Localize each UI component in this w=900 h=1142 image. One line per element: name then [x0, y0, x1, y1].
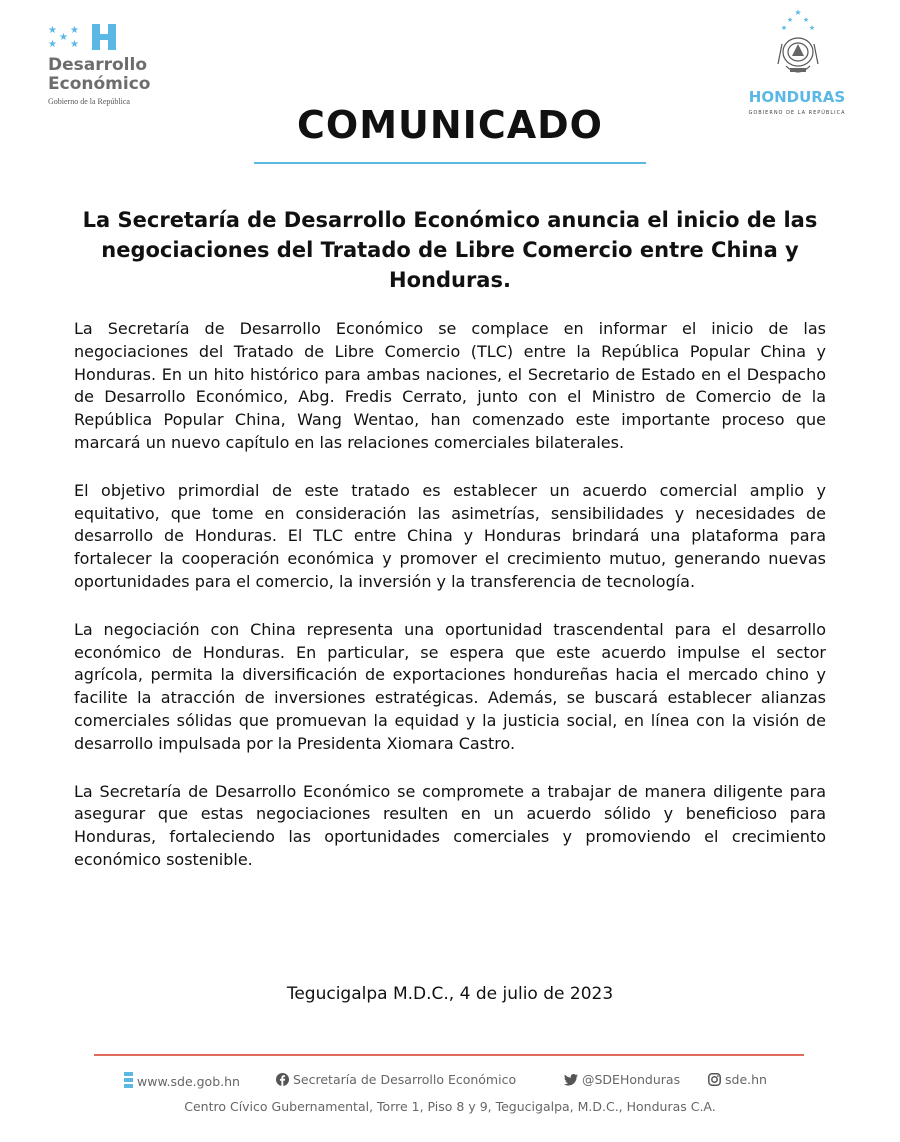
footer-divider: [94, 1054, 804, 1056]
star-icon-group: [46, 22, 90, 52]
footer-links: [124, 1072, 824, 1092]
svg-text:★: ★: [794, 8, 802, 17]
svg-text:★: ★: [802, 16, 810, 24]
paragraph-1: La Secretaría de Desarrollo Económico se complace en informar el inicio de las negociaciones del Tratado de Libre Comercio (TLC) entre la República Popular China y Honduras. En un hito histórico para ambas naciones, el Secretario de Estado en el Despacho de Desarrollo Económico, Abg. Fredis Cerrato, junto con el Ministro de Comercio de la República Popular China, Wang Wentao, han comenzado este importante proceso que marcará un nuevo capítulo en las relaciones comerciales bilaterales.: [74, 319, 826, 452]
document-body: [74, 318, 826, 897]
twitter-icon: [564, 1074, 578, 1086]
paragraph-2: El objetivo primordial de este tratado es establecer un acuerdo comercial amplio y equitativo, que tome en consideración las asimetrías, sensibilidades y necesidades de desarrollo de Honduras. El TLC entre China y Honduras brindará una plataforma para fortalecer la cooperación económica y promover el crecimiento mutuo, generando nuevas oportunidades para el comercio, la inversión y la transferencia de tecnología.: [74, 480, 826, 591]
star-icon: ★: [48, 39, 57, 50]
twitter-link[interactable]: [564, 1072, 680, 1087]
paragraph-4: La Secretaría de Desarrollo Económico se compromete a trabajar de manera diligente para asegurar que estas negociaciones resulten en un acuerdo sólido y beneficioso para Honduras, fortaleciendo las oportunidades comerciales y promoviendo el crecimiento económico sostenible.: [74, 781, 826, 869]
facebook-link[interactable]: [276, 1072, 516, 1087]
website-icon: [124, 1072, 133, 1088]
honduras-logo: [738, 6, 858, 116]
facebook-icon: [276, 1073, 289, 1086]
logo-subtitle: Gobierno de la República: [48, 97, 130, 106]
document-headline: La Secretaría de Desarrollo Económico anuncia el inicio de las negociaciones del Tratado de Libre Comercio entre China y Honduras.: [82, 208, 818, 292]
title-underline: [254, 162, 646, 164]
logo-name-line2: Económico: [48, 74, 151, 94]
document-title: COMUNICADO: [297, 103, 603, 147]
h-mark-icon: [90, 24, 120, 50]
facebook-text: Secretaría de Desarrollo Económico: [293, 1072, 517, 1087]
instagram-icon: [708, 1073, 721, 1086]
svg-text:★: ★: [808, 24, 816, 32]
paragraph-3: La negociación con China representa una oportunidad trascendental para el desarrollo económico de Honduras. En particular, se espera que este acuerdo impulse el sector agrícola, permita la diversificación de exportaciones hondureñas hacia el mercado chino y facilite la atracción de inversiones estratégicas. Además, se buscará establecer alianzas comerciales sólidas que promuevan la equidad y la justicia social, en línea con la visión de desarrollo impulsada por la Presidenta Xiomara Castro.: [74, 619, 826, 753]
footer-address: Centro Cívico Gubernamental, Torre 1, Piso 8 y 9, Tegucigalpa, M.D.C., Honduras C.A.: [184, 1099, 716, 1114]
coat-of-arms-icon: [768, 6, 828, 86]
star-icon: ★: [70, 39, 79, 50]
svg-text:★: ★: [786, 16, 794, 24]
instagram-link[interactable]: [708, 1072, 767, 1087]
star-icon: ★: [70, 25, 79, 36]
sde-logo: [46, 22, 206, 112]
svg-text:★: ★: [780, 24, 788, 32]
honduras-subtitle: GOBIERNO DE LA REPÚBLICA: [748, 110, 846, 116]
website-text: www.sde.gob.hn: [137, 1074, 240, 1089]
logo-name-line1: Desarrollo: [48, 55, 148, 75]
website-link[interactable]: [124, 1072, 240, 1089]
star-icon: ★: [59, 32, 68, 43]
honduras-wordmark: HONDURAS: [748, 88, 846, 106]
instagram-text: sde.hn: [725, 1072, 767, 1087]
date-line: Tegucigalpa M.D.C., 4 de julio de 2023: [286, 984, 614, 1004]
twitter-text: @SDEHonduras: [582, 1072, 681, 1087]
star-icon: ★: [48, 25, 57, 36]
